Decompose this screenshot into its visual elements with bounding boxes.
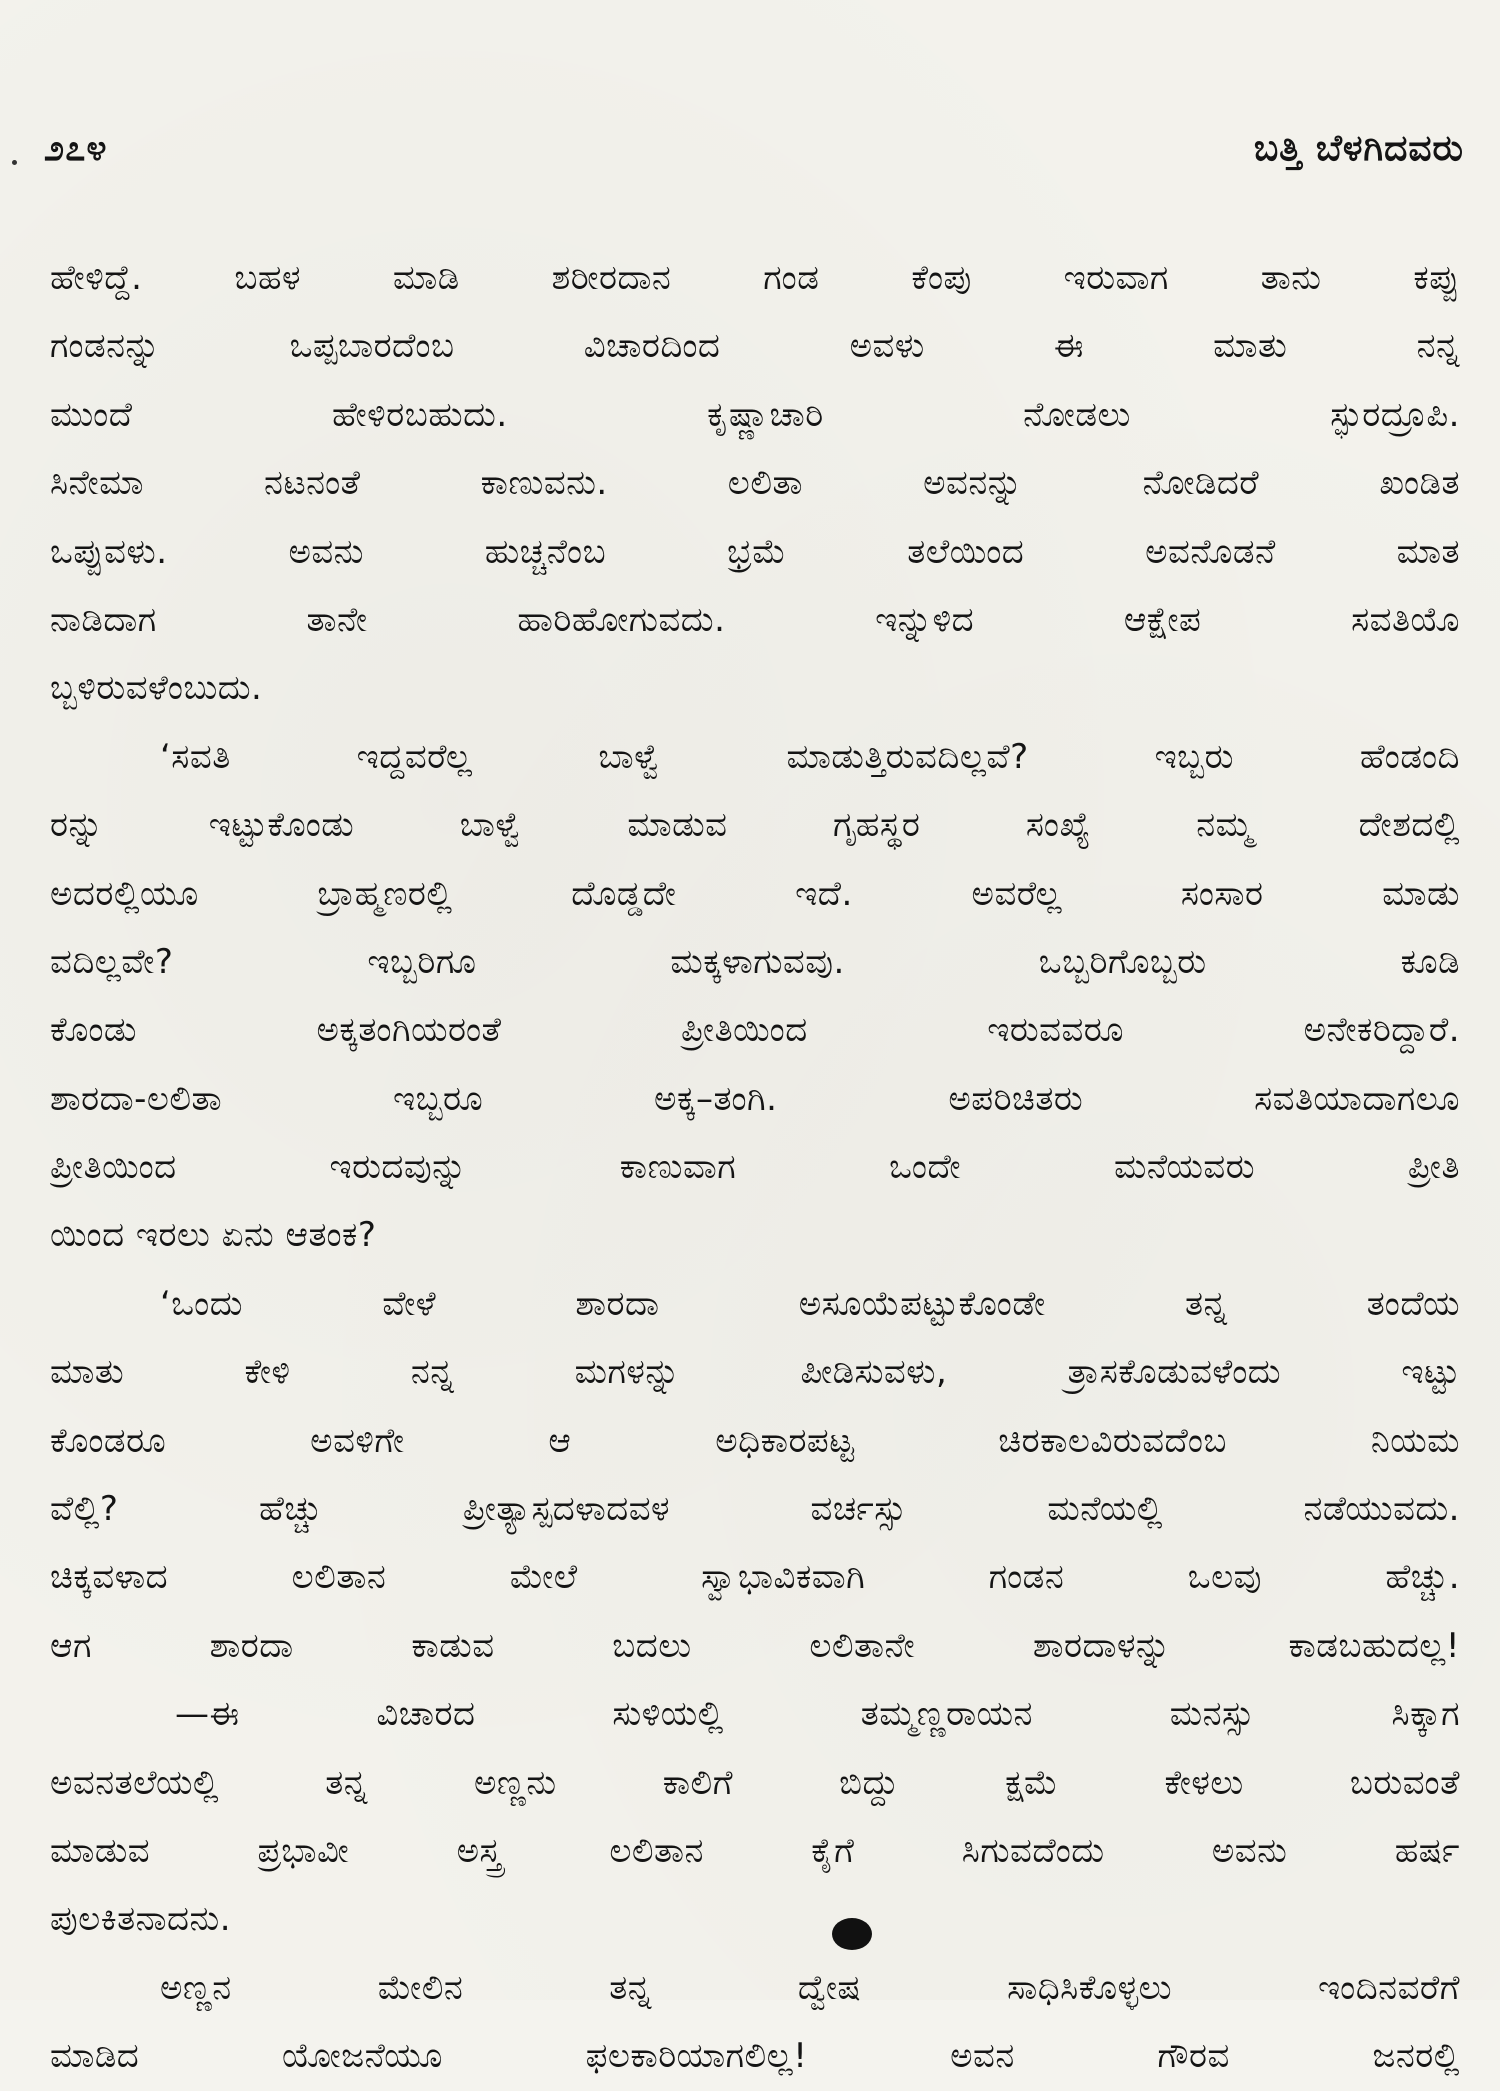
- text-line: ಮುಂದೆ ಹೇಳಿರಬಹುದು. ಕೃಷ್ಣಾಚಾರಿ ನೋಡಲು ಸ್ಫುರದ್ರೂಪಿ.: [50, 394, 1460, 435]
- text-line: ರನ್ನು ಇಟ್ಟುಕೊಂಡು ಬಾಳ್ವೆ ಮಾಡುವ ಗೃಹಸ್ಥರ ಸಂಖ್ಯೆ ನಮ್ಮ ದೇಶದಲ್ಲಿ: [50, 805, 1460, 846]
- text-line: ಮಾತು ಕೇಳಿ ನನ್ನ ಮಗಳನ್ನು ಪೀಡಿಸುವಳು, ತ್ರಾಸಕೊಡುವಳೆಂದು ಇಟ್ಟು: [50, 1352, 1460, 1393]
- text-line: —ಈ ವಿಚಾರದ ಸುಳಿಯಲ್ಲಿ ತಮ್ಮಣ್ಣರಾಯನ ಮನಸ್ಸು ಸಿಕ್ಕಾಗ: [175, 1694, 1460, 1735]
- text-line: ಪುಲಕಿತನಾದನು.: [50, 1899, 232, 1940]
- ink-blot: [832, 1918, 872, 1950]
- text-line: ಗಂಡನನ್ನು ಒಪ್ಪಬಾರದೆಂಬ ವಿಚಾರದಿಂದ ಅವಳು ಈ ಮಾತು ನನ್ನ: [50, 326, 1460, 367]
- text-line: ‘ಒಂದು ವೇಳೆ ಶಾರದಾ ಅಸೂಯೆಪಟ್ಟುಕೊಂಡೇ ತನ್ನ ತಂದೆಯ: [160, 1283, 1460, 1324]
- text-line: ಹೇಳಿದ್ದೆ. ಬಹಳ ಮಾಡಿ ಶರೀರದಾನ ಗಂಡ ಕೆಂಪು ಇರುವಾಗ ತಾನು ಕಪ್ಪು: [50, 258, 1460, 298]
- margin-speck: [12, 160, 17, 165]
- text-line: ಬ್ಬಳಿರುವಳೆಂಬುದು.: [50, 668, 263, 709]
- page-number: ೨೭೪: [44, 128, 108, 169]
- text-line: ಚಿಕ್ಕವಳಾದ ಲಲಿತಾನ ಮೇಲೆ ಸ್ವಾಭಾವಿಕವಾಗಿ ಗಂಡನ ಒಲವು ಹೆಚ್ಚು.: [50, 1557, 1460, 1598]
- text-line: ಆಗ ಶಾರದಾ ಕಾಡುವ ಬದಲು ಲಲಿತಾನೇ ಶಾರದಾಳನ್ನು ಕಾಡಬಹುದಲ್ಲ!: [50, 1625, 1460, 1666]
- text-line: ಶಾರದಾ-ಲಲಿತಾ ಇಬ್ಬರೂ ಅಕ್ಕ–ತಂಗಿ. ಅಪರಿಚಿತರು ಸವತಿಯಾದಾಗಲೂ: [50, 1078, 1460, 1119]
- text-line: ನಾಡಿದಾಗ ತಾನೇ ಹಾರಿಹೋಗುವದು. ಇನ್ನುಳಿದ ಆಕ್ಷೇಪ ಸವತಿಯೊ: [50, 599, 1460, 640]
- text-line: ಪ್ರೀತಿಯಿಂದ ಇರುದವುನ್ನು ಕಾಣುವಾಗ ಒಂದೇ ಮನೆಯವರು ಪ್ರೀತಿ: [50, 1147, 1460, 1188]
- text-line: ಅವನತಲೆಯಲ್ಲಿ ತನ್ನ ಅಣ್ಣನು ಕಾಲಿಗೆ ಬಿದ್ದು ಕ್ಷಮೆ ಕೇಳಲು ಬರುವಂತೆ: [50, 1762, 1460, 1803]
- text-line: ಕೊಂಡರೂ ಅವಳಿಗೇ ಆ ಅಧಿಕಾರಪಟ್ಟ ಚಿರಕಾಲವಿರುವದೆಂಬ ನಿಯಮ: [50, 1420, 1460, 1461]
- text-line: ಸಿನೇಮಾ ನಟನಂತೆ ಕಾಣುವನು. ಲಲಿತಾ ಅವನನ್ನು ನೋಡಿದರೆ ಖಂಡಿತ: [50, 463, 1460, 504]
- text-line: ಅಣ್ಣನ ಮೇಲಿನ ತನ್ನ ದ್ವೇಷ ಸಾಧಿಸಿಕೊಳ್ಳಲು ಇಂದಿನವರೆಗೆ: [160, 1967, 1460, 2008]
- text-line: ವೆಲ್ಲಿ? ಹೆಚ್ಚು ಪ್ರೀತ್ಯಾಸ್ಪದಳಾದವಳ ವರ್ಚಸ್ಸು ಮನೆಯಲ್ಲಿ ನಡೆಯುವದು.: [50, 1489, 1460, 1530]
- running-title: ಬತ್ತಿ ಬೆಳಗಿದವರು: [1253, 128, 1464, 169]
- text-line: ಅದರಲ್ಲಿಯೂ ಬ್ರಾಹ್ಮಣರಲ್ಲಿ ದೊಡ್ಡದೇ ಇದೆ. ಅವರೆಲ್ಲ ಸಂಸಾರ ಮಾಡು: [50, 873, 1460, 914]
- text-line: ಮಾಡುವ ಪ್ರಭಾವೀ ಅಸ್ತ್ರ ಲಲಿತಾನ ಕೈಗೆ ಸಿಗುವದೆಂದು ಅವನು ಹರ್ಷ: [50, 1830, 1460, 1871]
- text-line: ಯಿಂದ ಇರಲು ಏನು ಆತಂಕ?: [50, 1215, 377, 1256]
- page-header: [44, 128, 1464, 188]
- text-line: ಕೊಂಡು ಅಕ್ಕತಂಗಿಯರಂತೆ ಪ್ರೀತಿಯಿಂದ ಇರುವವರೂ ಅನೇಕರಿದ್ದಾರೆ.: [50, 1010, 1460, 1051]
- text-line: ವದಿಲ್ಲವೇ? ಇಬ್ಬರಿಗೂ ಮಕ್ಕಳಾಗುವವು. ಒಬ್ಬರಿಗೊಬ್ಬರು ಕೂಡಿ: [50, 941, 1460, 982]
- body-text: [50, 244, 1460, 2091]
- text-line: ಮಾಡಿದ ಯೋಜನೆಯೂ ಫಲಕಾರಿಯಾಗಲಿಲ್ಲ! ಅವನ ಗೌರವ ಜನರಲ್ಲಿ: [50, 2036, 1460, 2077]
- text-line: ಒಪ್ಪುವಳು. ಅವನು ಹುಚ್ಚನೆಂಬ ಭ್ರಮೆ ತಲೆಯಿಂದ ಅವನೊಡನೆ ಮಾತ: [50, 531, 1460, 572]
- text-line: ‘ಸವತಿ ಇದ್ದವರೆಲ್ಲ ಬಾಳ್ವೆ ಮಾಡುತ್ತಿರುವದಿಲ್ಲವೆ? ಇಬ್ಬರು ಹೆಂಡಂದಿ: [160, 736, 1460, 777]
